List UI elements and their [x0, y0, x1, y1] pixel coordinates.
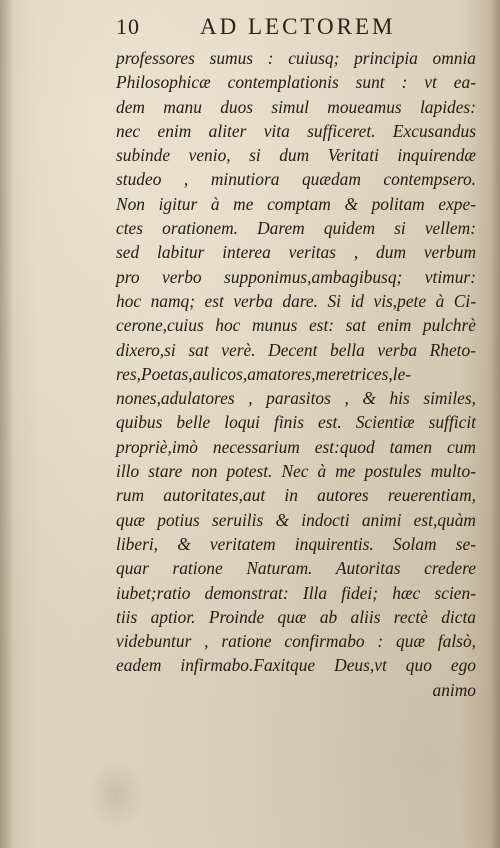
- text-line: illo stare non potest. Nec à me postules multo-: [116, 461, 476, 482]
- running-head: AD LECTOREM: [200, 14, 396, 39]
- page-number: 10: [116, 14, 140, 39]
- catchword: animo: [432, 679, 476, 700]
- text-line: nones,adulatores , parasitos , & his similes,: [116, 388, 476, 409]
- text-line: quar ratione Naturam. Autoritas credere: [116, 558, 476, 579]
- page-header: [116, 10, 476, 44]
- text-line: nec enim aliter vita sufficeret. Excusandus: [116, 120, 476, 141]
- text-line: dem manu duos simul moueamus lapides:: [116, 96, 476, 117]
- text-line: quibus belle loqui finis est. Scientiæ sufficit: [116, 412, 476, 433]
- text-line: res,Poetas,aulicos,amatores,meretrices,le-: [116, 363, 412, 384]
- text-line: Non igitur à me comptam & politam expe-: [116, 193, 476, 214]
- text-line: professores sumus : cuiusq; principia omnia: [116, 48, 476, 68]
- body-text: [116, 46, 476, 702]
- text-line: sed labitur interea veritas , dum verbum: [116, 242, 476, 263]
- text-line: cerone,cuius hoc munus est: sat enim pulchrè: [116, 315, 476, 336]
- text-line: iubet;ratio demonstrat: Illa fidei; hæc scien-: [116, 582, 476, 603]
- text-line: quæ potius seruilis & indocti animi est,quàm: [116, 509, 476, 530]
- text-line: ctes orationem. Darem quidem si vellem:: [116, 218, 476, 239]
- text-line: studeo , minutiora quædam contempsero.: [116, 169, 476, 190]
- text-line: subinde venio, si dum Veritati inquirendæ: [116, 145, 476, 166]
- text-line: Philosophicæ contemplationis sunt : vt ea-: [116, 72, 476, 93]
- text-line: hoc namq; est verba dare. Si id vis,pete à Ci-: [116, 290, 476, 311]
- text-line: propriè,imò necessarium est:quod tamen cum: [116, 436, 476, 457]
- text-line: dixero,si sat verè. Decent bella verba Rheto-: [116, 339, 476, 360]
- text-line: eadem infirmabo.Faxitque Deus,vt quo ego: [116, 655, 476, 676]
- text-line: videbuntur , ratione confirmabo : quæ falsò,: [116, 631, 476, 652]
- text-line: rum autoritates,aut in autores reuerentiam,: [116, 485, 476, 506]
- text-line: liberi, & veritatem inquirentis. Solam se-: [116, 533, 476, 554]
- text-line: pro verbo supponimus,ambagibusq; vtimur:: [116, 266, 476, 287]
- text-line: tiis aptior. Proinde quæ ab aliis rectè dicta: [116, 606, 476, 627]
- paper-stain: [86, 760, 146, 830]
